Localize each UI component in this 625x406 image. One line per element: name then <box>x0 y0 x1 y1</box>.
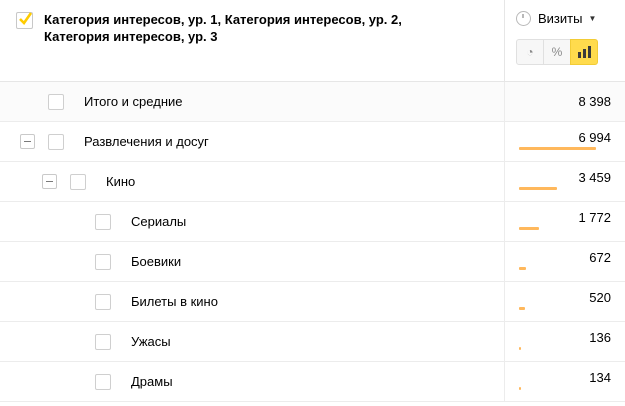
metric-bar <box>519 267 526 270</box>
metric-value: 672 <box>589 250 611 265</box>
row-checkbox[interactable] <box>95 214 111 230</box>
row-metric-cell <box>504 202 625 241</box>
checkmark-icon <box>18 12 33 27</box>
row-metric-cell <box>504 322 625 361</box>
page-title: Категория интересов, ур. 1, Категория интересов, ур. 2, Категория интересов, ур. 3 <box>44 12 402 44</box>
percent-view-button[interactable] <box>543 39 571 65</box>
table-row[interactable] <box>0 362 625 402</box>
clock-icon <box>516 11 531 26</box>
metric-value: 136 <box>589 330 611 345</box>
row-metric-cell <box>504 362 625 401</box>
table-row[interactable] <box>0 122 625 162</box>
metric-value: 8 398 <box>578 94 611 109</box>
select-all-checkbox[interactable] <box>16 12 33 29</box>
row-checkbox[interactable] <box>70 174 86 190</box>
table-row[interactable] <box>0 282 625 322</box>
metric-value: 520 <box>589 290 611 305</box>
row-label: Ужасы <box>131 334 171 349</box>
collapse-toggle-icon[interactable] <box>20 134 35 149</box>
row-checkbox[interactable] <box>48 134 64 150</box>
row-checkbox[interactable] <box>95 334 111 350</box>
row-label: Билеты в кино <box>131 294 218 309</box>
row-dimension-cell <box>0 202 504 241</box>
table-row[interactable] <box>0 242 625 282</box>
row-label: Итого и средние <box>84 94 183 109</box>
row-checkbox[interactable] <box>95 374 111 390</box>
row-metric-cell <box>504 282 625 321</box>
row-metric-cell <box>504 82 625 121</box>
row-checkbox[interactable] <box>95 254 111 270</box>
row-dimension-cell <box>0 82 504 121</box>
row-label: Кино <box>106 174 136 189</box>
metric-bar <box>519 187 557 190</box>
metric-value: 134 <box>589 370 611 385</box>
row-checkbox[interactable] <box>95 294 111 310</box>
row-metric-cell <box>504 122 625 161</box>
percent-icon: % <box>551 45 563 59</box>
metric-label: Визиты <box>538 11 583 26</box>
row-dimension-cell <box>0 322 504 361</box>
table-row[interactable] <box>0 322 625 362</box>
metric-bar <box>519 307 525 310</box>
table-row[interactable] <box>0 162 625 202</box>
row-label: Драмы <box>131 374 173 389</box>
metric-value: 1 772 <box>578 210 611 225</box>
row-dimension-cell <box>0 122 504 161</box>
row-metric-cell <box>504 242 625 281</box>
metric-bar <box>519 347 521 350</box>
row-label: Развлечения и досуг <box>84 134 209 149</box>
header-dimension-area <box>0 0 504 45</box>
bar-chart-view-button[interactable] <box>570 39 598 65</box>
metric-bar <box>519 387 521 390</box>
row-label: Сериалы <box>131 214 187 229</box>
metric-bar <box>519 147 596 150</box>
table-body <box>0 82 625 402</box>
table-header <box>0 0 625 82</box>
visualization-toggle-group <box>516 39 625 65</box>
header-metric-area <box>504 0 625 82</box>
table-row[interactable] <box>0 202 625 242</box>
chevron-down-icon[interactable]: ▼ <box>588 14 597 23</box>
table-row[interactable] <box>0 82 625 122</box>
collapse-toggle-icon[interactable] <box>42 174 57 189</box>
metric-value: 6 994 <box>578 130 611 145</box>
row-dimension-cell <box>0 242 504 281</box>
row-label: Боевики <box>131 254 182 269</box>
row-metric-cell <box>504 162 625 201</box>
metric-value: 3 459 <box>578 170 611 185</box>
pie-chart-view-button[interactable] <box>516 39 544 65</box>
metric-selector[interactable] <box>505 11 625 26</box>
row-dimension-cell <box>0 362 504 401</box>
row-checkbox[interactable] <box>48 94 64 110</box>
row-dimension-cell <box>0 282 504 321</box>
bar-chart-icon <box>578 46 591 58</box>
pie-chart-icon: ◔ <box>526 45 534 59</box>
row-dimension-cell <box>0 162 504 201</box>
metric-bar <box>519 227 539 230</box>
